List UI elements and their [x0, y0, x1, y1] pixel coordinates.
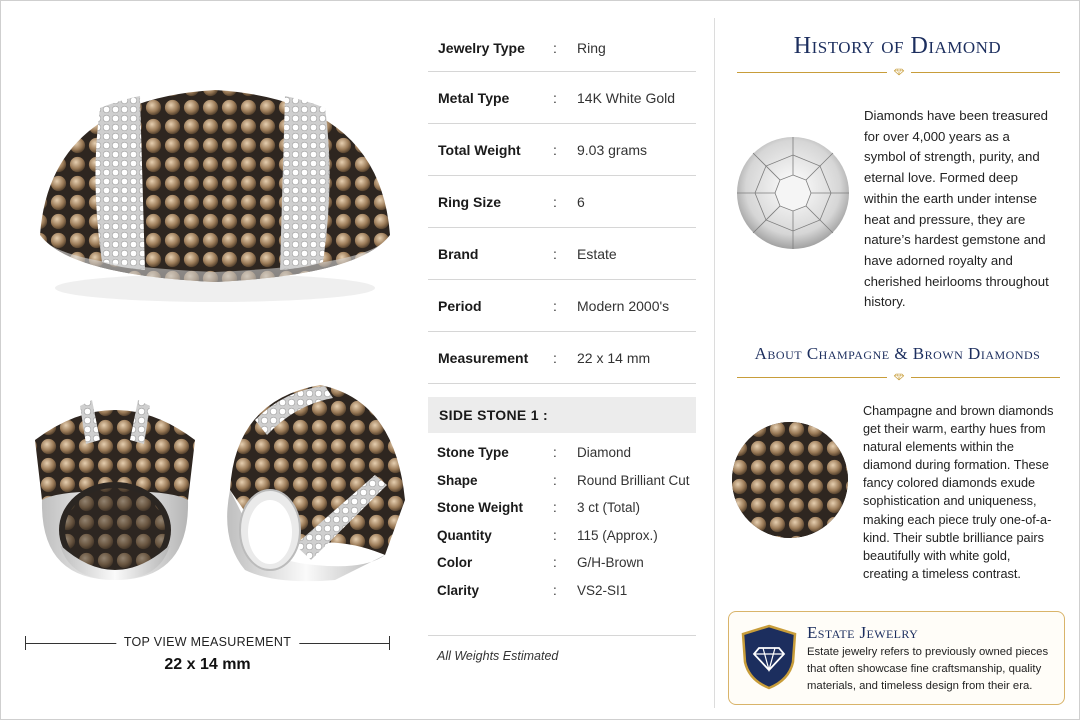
side-row-stone-weight	[428, 495, 696, 523]
side-label: Quantity	[437, 527, 492, 543]
history-text: Diamonds have been treasured for over 4,000 years as a symbol of strength, purity, and eternal love. Formed deep within the earth under intense heat and pressure, they are nature’s hardest gemstone and have adorned royalty and cherished heirlooms throughout history.	[864, 108, 1049, 310]
spec-value: Estate	[577, 246, 617, 262]
spec-value: Ring	[577, 40, 606, 56]
side-label: Clarity	[437, 582, 480, 598]
diamond-gem-icon	[887, 66, 911, 78]
side-separator: :	[553, 582, 557, 598]
spec-label: Ring Size	[438, 194, 502, 210]
ring-top-view-image	[30, 60, 400, 320]
gold-divider	[737, 66, 1060, 78]
ring-side-view-image	[215, 380, 415, 590]
brown-diamonds-image	[730, 420, 850, 540]
about-text: Champagne and brown diamonds get their warm, earthy hues from natural elements within the diamond during formation. These fancy colored diamonds exude sophistication and uniqueness, making each piece truly one-of-a-kind. Their subtle brilliance pairs beautifully with white gold, creating a timeless contrast.	[863, 404, 1054, 581]
side-separator: :	[553, 472, 557, 488]
spec-row-jewelry-type	[428, 22, 696, 72]
measurement-label: TOP VIEW MEASUREMENT	[116, 635, 299, 649]
spec-separator: :	[553, 246, 557, 262]
spec-separator: :	[553, 298, 557, 314]
measurement-value: 22 x 14 mm	[164, 656, 251, 673]
spec-row-metal-type	[428, 72, 696, 124]
spec-value: Modern 2000's	[577, 298, 670, 314]
side-stone-heading-text: SIDE STONE 1 :	[439, 407, 548, 423]
spec-label: Measurement	[438, 350, 529, 366]
spec-label: Metal Type	[438, 90, 510, 106]
estate-text: Estate jewelry refers to previously owned pieces that often showcase fine craftsmanship, quality materials, and timeless design from their era.	[807, 646, 1049, 692]
column-divider	[714, 18, 715, 708]
spec-row-period	[428, 280, 696, 332]
side-separator: :	[553, 527, 557, 543]
side-separator: :	[553, 445, 557, 460]
side-value: 115 (Approx.)	[577, 527, 658, 543]
gold-divider	[737, 371, 1060, 383]
side-label: Stone Weight	[437, 500, 523, 515]
history-title: History of Diamond	[793, 33, 1002, 59]
side-row-stone-type	[428, 440, 696, 468]
spec-row-measurement	[428, 332, 696, 384]
side-label: Stone Type	[437, 445, 509, 460]
spec-label: Total Weight	[438, 142, 521, 158]
side-separator: :	[553, 500, 557, 515]
spec-row-brand	[428, 228, 696, 280]
side-value: VS2-SI1	[577, 582, 628, 598]
measurement-cap-right	[389, 636, 390, 650]
spec-label: Jewelry Type	[438, 40, 525, 56]
top-view-measurement	[25, 634, 390, 684]
side-value: G/H-Brown	[577, 555, 644, 570]
diamond-shield-icon	[741, 624, 797, 690]
spec-separator: :	[553, 350, 557, 366]
side-separator: :	[553, 555, 557, 570]
side-stone-heading	[428, 397, 696, 433]
ring-front-view-image	[20, 380, 210, 590]
spec-value: 6	[577, 194, 585, 210]
diamond-gem-icon	[887, 371, 911, 383]
spec-value: 9.03 grams	[577, 142, 648, 158]
spec-separator: :	[553, 194, 557, 210]
side-row-quantity	[428, 523, 696, 551]
side-row-shape	[428, 468, 696, 496]
side-value: Diamond	[577, 445, 632, 460]
about-title: About Champagne & Brown Diamonds	[754, 344, 1041, 363]
estate-jewelry-card	[728, 611, 1065, 705]
side-value: Round Brilliant Cut	[577, 472, 690, 488]
weights-note: All Weights Estimated	[437, 649, 559, 663]
spec-separator: :	[553, 90, 557, 106]
spec-label: Period	[438, 298, 482, 314]
side-label: Shape	[437, 472, 478, 488]
spec-value: 22 x 14 mm	[577, 350, 651, 366]
spec-separator: :	[553, 142, 557, 158]
ring-gallery	[0, 0, 420, 720]
estate-title: Estate Jewelry	[807, 623, 919, 642]
side-stone-table	[428, 440, 696, 605]
spec-value: 14K White Gold	[577, 90, 676, 106]
note-divider	[428, 635, 696, 636]
side-value: 3 ct (Total)	[577, 500, 641, 515]
measurement-cap-left	[25, 636, 26, 650]
spec-row-total-weight	[428, 124, 696, 176]
spec-separator: :	[553, 40, 557, 56]
round-diamond-image	[735, 135, 851, 251]
side-row-clarity	[428, 578, 696, 606]
side-label: Color	[437, 555, 473, 570]
side-row-color	[428, 550, 696, 578]
spec-label: Brand	[438, 246, 479, 262]
spec-row-ring-size	[428, 176, 696, 228]
spec-table	[428, 22, 696, 384]
